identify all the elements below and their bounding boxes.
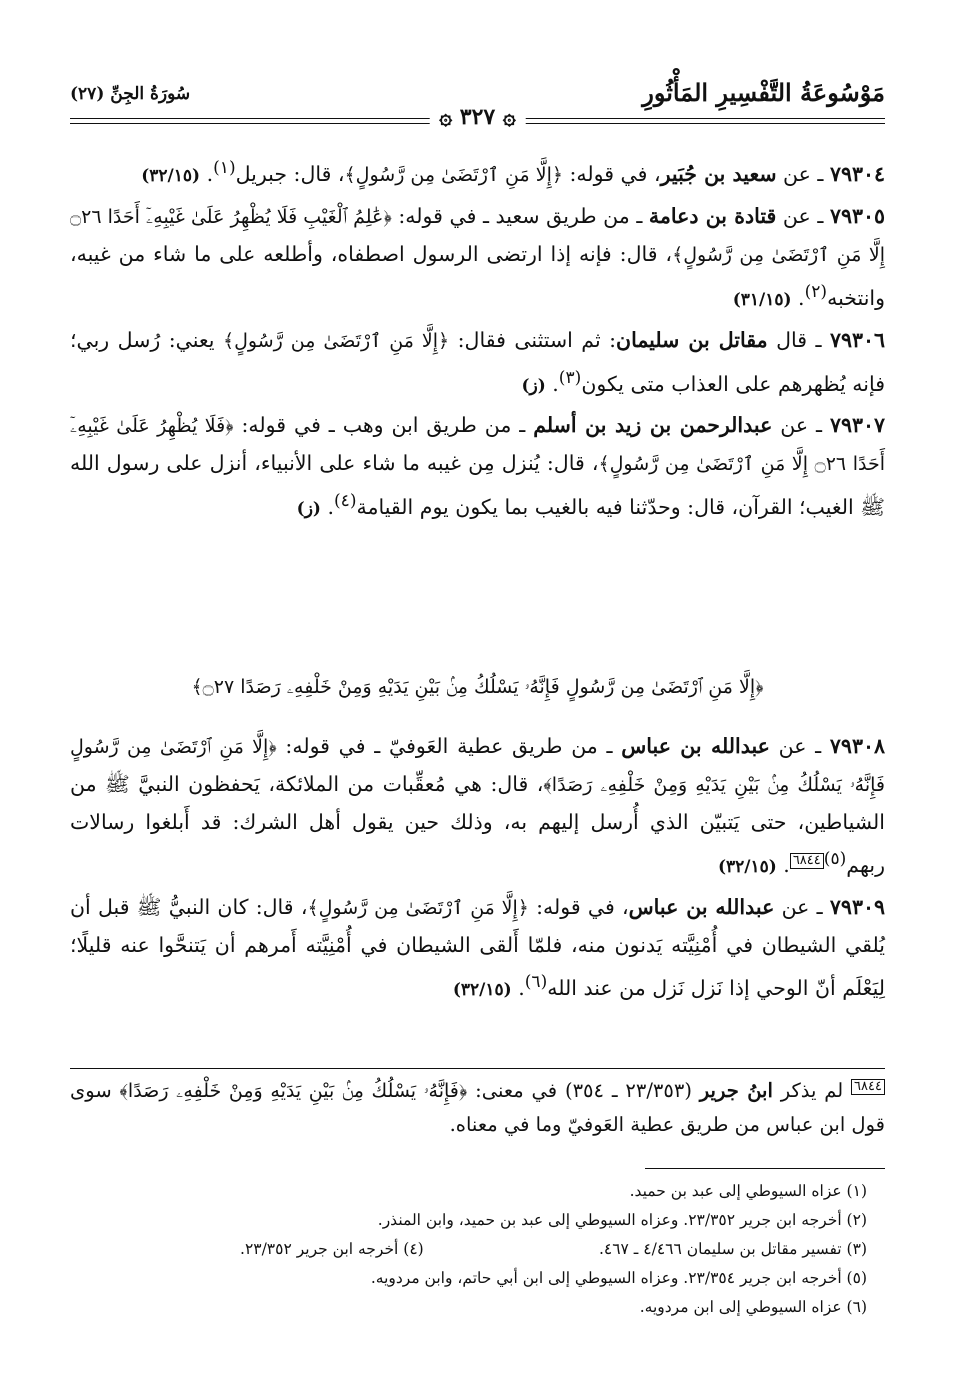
footnote-5: (٥) أخرجه ابن جرير ٢٣/٣٥٤. وعزاه السيوطي إلى ابن أبي حاتم، وابن مردويه.: [370, 1269, 867, 1287]
surah-title: سُورَةُ الجِنِّ (٢٧): [70, 84, 191, 104]
text: ـ عن: [776, 161, 830, 186]
page-number: ۞ ٣٢٧ ۞: [429, 104, 526, 130]
narration-number: ٧٩٣٠٧: [829, 413, 885, 438]
text: .: [200, 161, 214, 186]
narrations-section-1: [70, 150, 885, 531]
quran-quote: ﴿فَإِنَّهُۥ يَسْلُكُ مِنۢ بَيْنِ يَدَيْهِ وَمِنْ خَلْفِهِۦ رَصَدًا﴾: [119, 1080, 468, 1102]
narration-79305: [70, 198, 885, 319]
narration-number: ٧٩٣٠٦: [829, 327, 886, 352]
footnotes-separator: [645, 1168, 885, 1169]
quran-quote: ﴿إِلَّا مَنِ ٱرْتَضَىٰ مِن رَّسُولٍ﴾: [344, 163, 563, 186]
scholar-name: ابنُ جرير: [699, 1079, 773, 1102]
narration-79308: [70, 728, 885, 886]
text: ، قال: فإنه إذا ارتضى الرسول اصطفاه، وأطلعه على ما شاء من غيبه، وانتخبه: [70, 241, 885, 310]
narration-number: ٧٩٣٠٥: [829, 203, 885, 228]
text: ، قال: يُنزل مِن غيبه ما شاء على الأنبياء، أنزل على رسول الله ﷺ الغيب؛ القرآن، قال: وحدّثنا فيه بالغيب بما يكون يوم القيامة: [70, 451, 885, 520]
text: ، قال: هي مُعقِّبات من الملائكة، يَحفظون النبيَّ ﷺ من الشياطين، حتى يَتبيّن الذي أُرسل إليهم به، وذلك حين يقول أهل الشرك: قد أَبلغوا رسالات ربهم: [70, 772, 885, 877]
editor-comment: [70, 1074, 885, 1142]
text: لم يذكر: [772, 1079, 852, 1102]
text: ـ عن: [772, 413, 830, 438]
text: ، في قوله:: [528, 894, 629, 919]
quran-quote: ﴿فَلَا يُظْهِرُ عَلَىٰ غَيْبِهِۦٓ أَحَدًا ۝٢٦ إِلَّا مَنِ ٱرْتَضَىٰ مِن رَّسُولٍ﴾: [70, 415, 885, 476]
text: ـ من طريق عطية العَوفيّ ـ في قوله:: [276, 734, 622, 758]
source-ref: (٣٢/١٥): [717, 856, 777, 877]
quran-quote: ﴿إِلَّا مَنِ ٱرْتَضَىٰ مِن رَّسُولٍ﴾: [222, 329, 450, 352]
text: (٢٣/٣٥٣ ـ ٣٥٤) في معنى:: [467, 1079, 700, 1102]
text: ـ عن: [774, 894, 830, 919]
text: ، قال: جبريل: [235, 161, 345, 186]
narration-number: ٧٩٣٠٤: [829, 161, 885, 186]
text: ـ من طريق سعيد ـ في قوله:: [391, 203, 649, 228]
source-ref: (ز): [521, 375, 546, 396]
text: .: [776, 852, 790, 877]
narrations-section-2: [70, 728, 885, 1012]
narrator-name: عبدالله بن عباس: [621, 734, 770, 758]
text: سوى قول ابن عباس من طريق عطية العَوفيّ وما في معناه.: [70, 1079, 885, 1136]
footnote-ref: (٣): [558, 367, 582, 388]
footnote-ref: (٦): [524, 971, 548, 992]
text: يعني: رُسل ربي؛ فإنه يُظهرهم على العذاب متى يكون: [70, 327, 885, 396]
comment-ref-box: ٦٨٤٤: [790, 853, 824, 869]
source-ref: (٣٢/١٥): [141, 165, 201, 186]
narration-79304: [70, 150, 885, 195]
book-title: مَوْسُوعَةُ التَّفْسِيرِ المَأْثُورِ: [642, 78, 885, 107]
comment-number-box: ٦٨٤٤: [851, 1079, 885, 1095]
text: : ثم استثنى فقال:: [449, 327, 617, 352]
footnote-6: (٦) عزاه السيوطي إلى ابن مردويه.: [639, 1298, 867, 1316]
source-ref: (ز): [296, 499, 321, 520]
footnote-4: (٤) أخرجه ابن جرير ٢٣/٣٥٢.: [240, 1240, 424, 1258]
text: ـ عن: [769, 734, 830, 758]
narration-number: ٧٩٣٠٨: [829, 734, 885, 758]
narrator-name: عبدالله بن عباس: [628, 894, 775, 919]
quran-quote: ﴿عَٰلِمُ ٱلْغَيْبِ فَلَا يُظْهِرُ عَلَىٰ غَيْبِهِۦٓ أَحَدًا ۝٢٦ إِلَّا مَنِ ٱرْتَضَىٰ مِن رَّسُولٍ﴾: [70, 205, 886, 266]
narration-79309: [70, 889, 885, 1009]
source-ref: (٣٢/١٥): [452, 979, 512, 1000]
text: .: [545, 371, 559, 396]
footnote-ref: (٢): [804, 281, 828, 302]
verse-heading: ﴿إِلَّا مَنِ ٱرْتَضَىٰ مِن رَّسُولٍ فَإِنَّهُۥ يَسْلُكُ مِنۢ بَيْنِ يَدَيْهِ وَمِنْ خَلْفِهِۦ رَصَدًا ۝٢٧﴾: [191, 676, 764, 698]
footnote-ref: (٤): [334, 491, 357, 512]
text: .: [791, 285, 805, 310]
source-ref: (٣١/١٥): [732, 289, 792, 310]
footnote-1: (١) عزاه السيوطي إلى عبد بن حميد.: [629, 1182, 867, 1200]
narration-79306: [70, 322, 885, 405]
narrator-name: عبدالرحمن بن زيد بن أسلم: [533, 413, 773, 438]
footnote-3: (٣) تفسير مقاتل بن سليمان ٤/٤٦٦ ـ ٤٦٧.: [598, 1240, 867, 1258]
text: ، قال: كان النبيُّ ﷺ قبل أن يُلقي الشيطان في أُمْنِيَّته يَدنون منه، فلمّا أَلقى الشيطان في أُمْنِيَّته أَمرهم أن يَتنحَّوا عنه قليلًا؛ لِيَعْلَم أنّ الوحي إذا نَزل نَزل من عند الله: [70, 894, 885, 1000]
footnote-ref: (٥): [823, 849, 847, 869]
text: .: [511, 975, 525, 1000]
text: .: [320, 495, 334, 520]
text: ـ عن: [776, 203, 830, 228]
narration-number: ٧٩٣٠٩: [829, 894, 885, 919]
comment-separator: [70, 1068, 885, 1069]
narrator-name: قتادة بن دعامة: [648, 203, 777, 228]
text: ، في قوله:: [562, 161, 661, 186]
narrator-name: مقاتل بن سليمان: [616, 327, 768, 352]
text: ـ قال: [767, 327, 830, 352]
narrator-name: سعيد بن جُبَير: [660, 161, 777, 186]
narration-79307: [70, 407, 885, 528]
quran-quote: ﴿إِلَّا مَنِ ٱرْتَضَىٰ مِن رَّسُولٍ فَإِنَّهُۥ يَسْلُكُ مِنۢ بَيْنِ يَدَيْهِ وَمِنْ خَلْفِهِۦ رَصَدًا﴾: [70, 736, 885, 796]
footnote-2: (٢) أخرجه ابن جرير ٢٣/٣٥٢. وعزاه السيوطي إلى عبد بن حميد، وابن المنذر.: [377, 1211, 867, 1229]
quran-quote: ﴿إِلَّا مَنِ ٱرْتَضَىٰ مِن رَّسُولٍ﴾: [307, 896, 529, 919]
footnote-ref: (١): [213, 158, 236, 178]
text: ـ من طريق ابن وهب ـ في قوله:: [233, 413, 534, 438]
